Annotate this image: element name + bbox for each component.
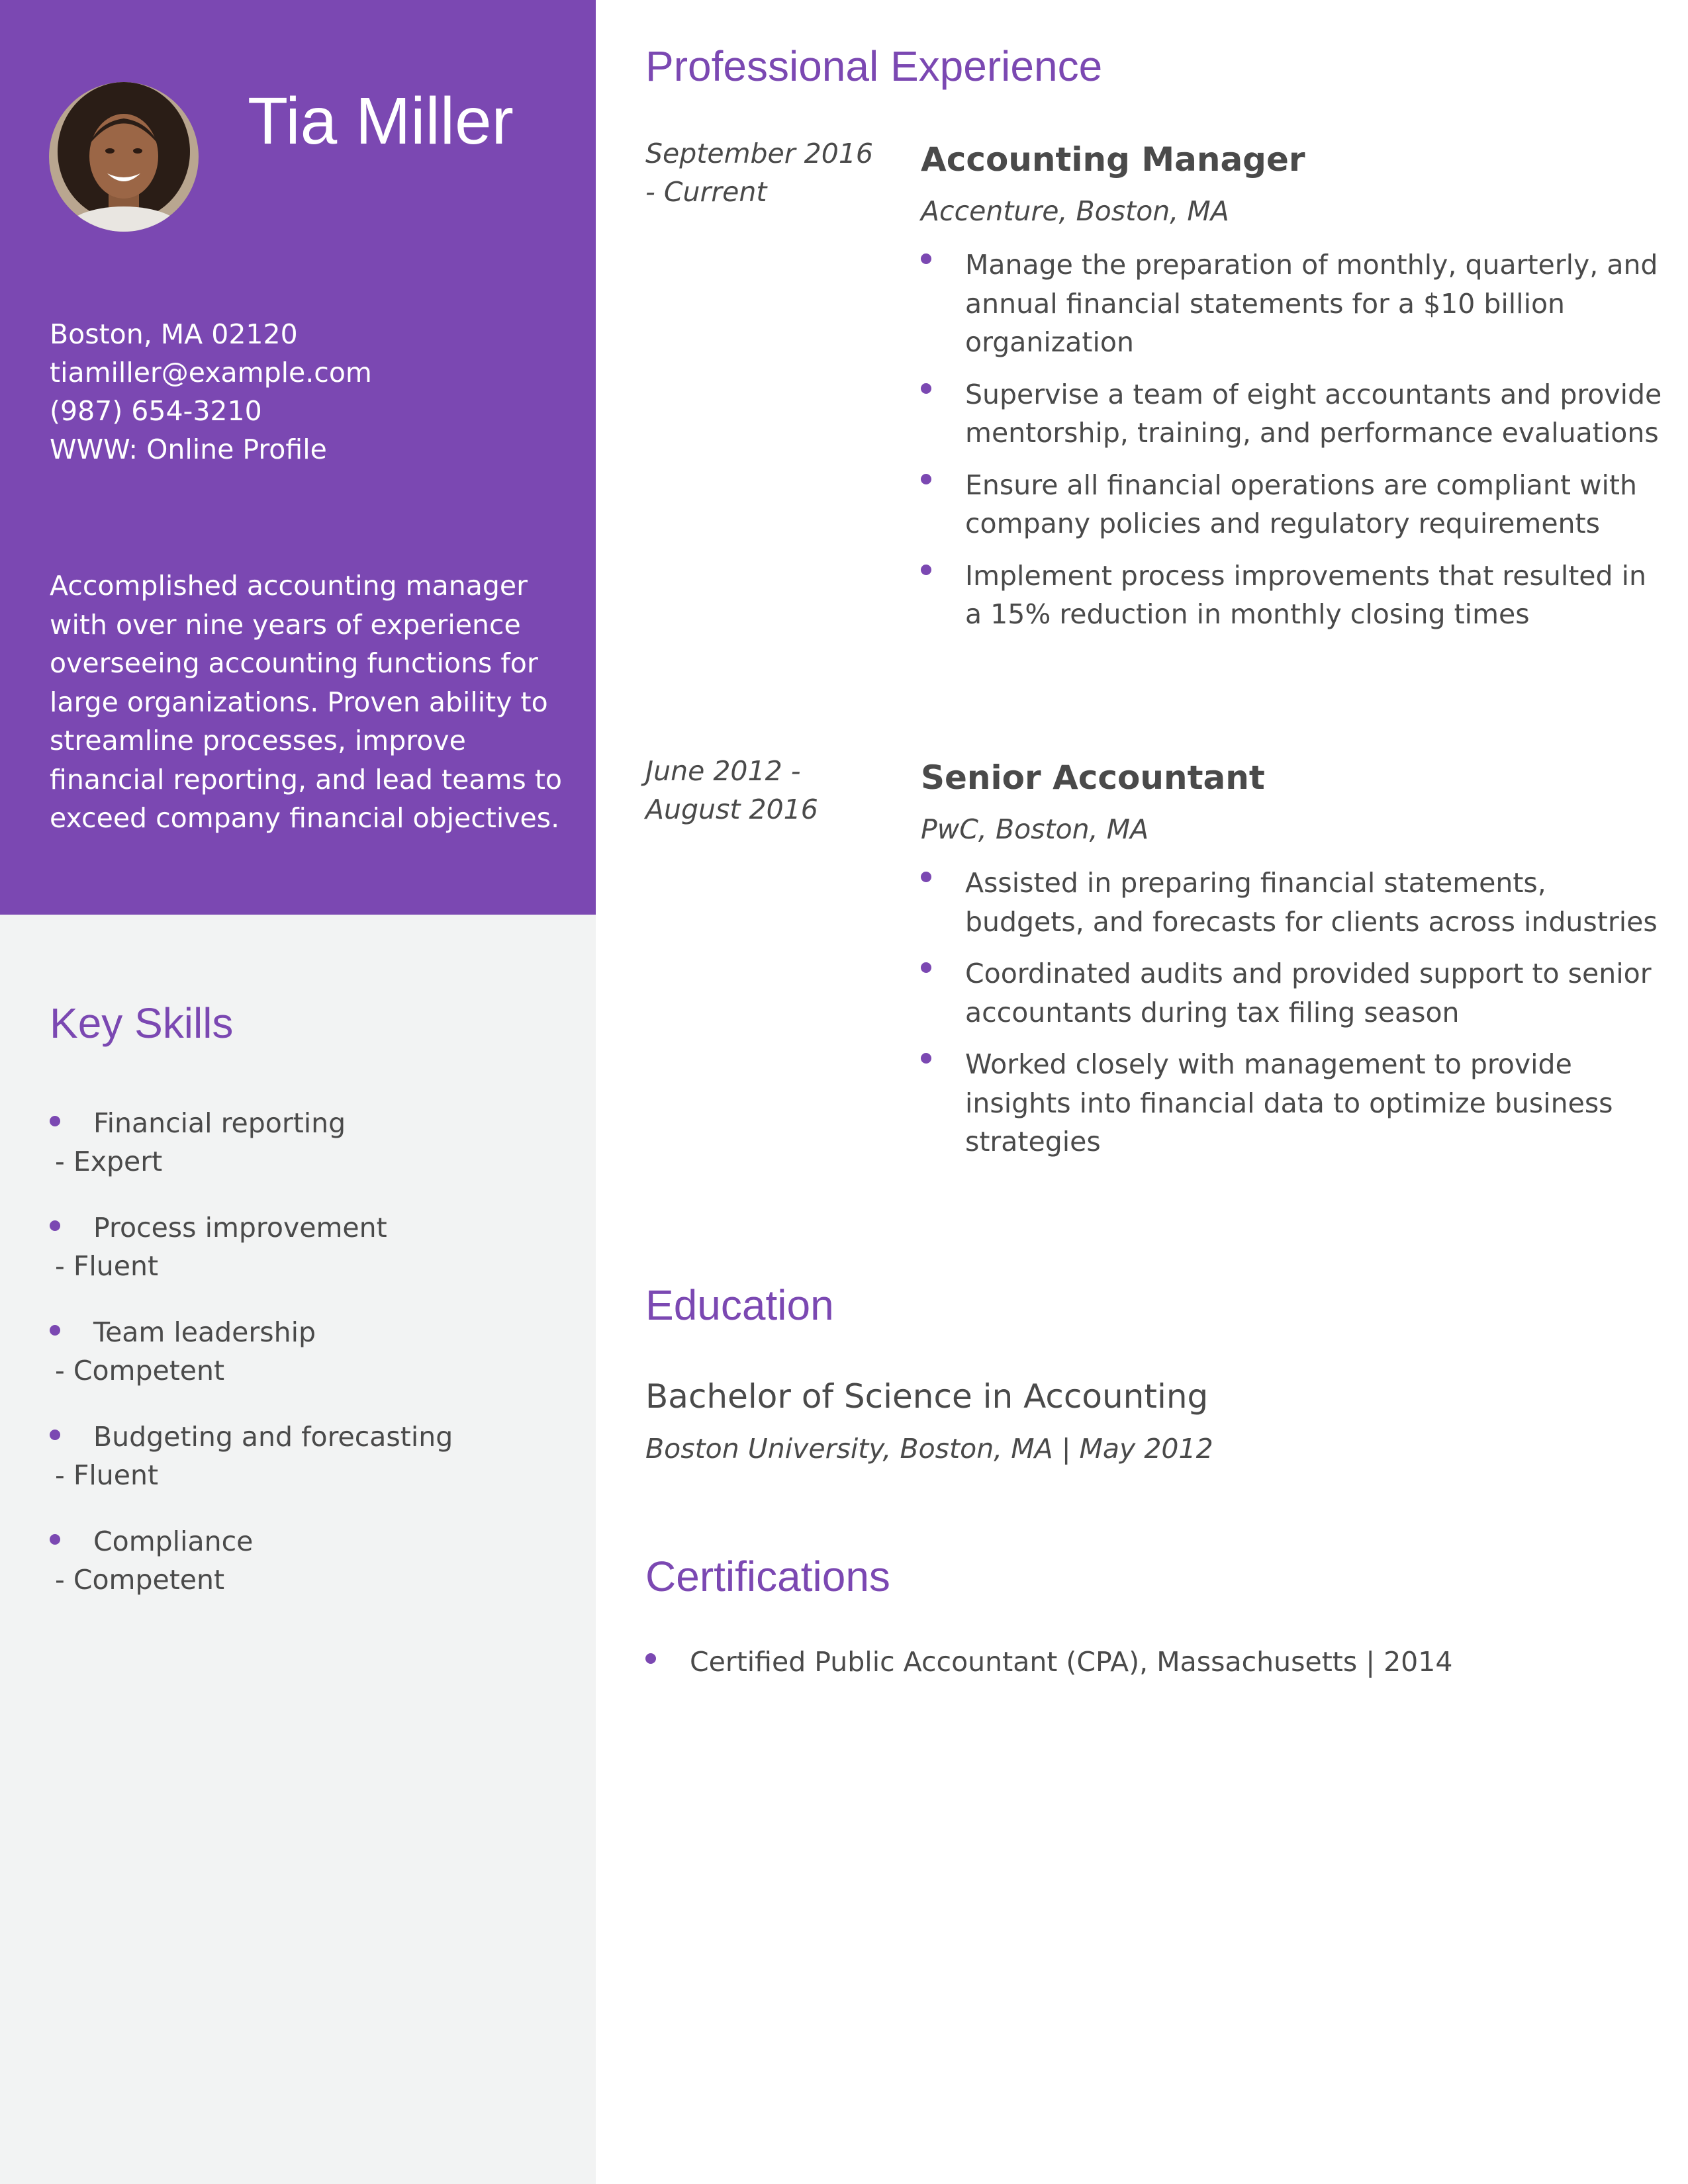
job-dates-end: - Current	[645, 176, 767, 208]
bullet-text: Supervise a team of eight accountants and provide mentorship, training, and performance evaluations	[965, 378, 1662, 449]
bullet-icon	[921, 383, 931, 394]
bullet-text: Implement process improvements that resulted in a 15% reduction in monthly closing times	[965, 559, 1646, 630]
job-dates-end: August 2016	[645, 794, 818, 825]
skill-item	[50, 1522, 579, 1627]
skill-level: - Competent	[55, 1564, 225, 1596]
avatar-photo	[49, 82, 199, 232]
bullet-item	[921, 375, 1662, 453]
job-title: Senior Accountant	[921, 758, 1265, 797]
job-dates	[645, 752, 897, 829]
job-company: PwC, Boston, MA	[921, 813, 1149, 845]
address: Boston, MA 02120	[50, 318, 298, 350]
email[interactable]: tiamiller@example.com	[50, 357, 372, 388]
job-title: Accounting Manager	[921, 140, 1305, 179]
bullet-icon	[921, 565, 931, 575]
bullet-text: Worked closely with management to provide insights into financial data to optimize business strategies	[965, 1048, 1613, 1158]
bullet-item	[921, 954, 1662, 1032]
education-heading: Education	[645, 1281, 834, 1329]
bullet-icon	[921, 962, 931, 973]
bullet-icon	[921, 253, 931, 264]
experience-heading: Professional Experience	[645, 42, 1103, 90]
skill-level: - Competent	[55, 1355, 225, 1387]
skill-name: Financial reporting	[93, 1107, 346, 1139]
skill-name: Team leadership	[93, 1316, 316, 1348]
certification-item	[645, 1643, 1638, 1681]
bullet-text: Coordinated audits and provided support to senior accountants during tax filing season	[965, 958, 1652, 1028]
skill-item	[50, 1418, 579, 1522]
bullet-text: Ensure all financial operations are compliant with company policies and regulatory requirements	[965, 469, 1637, 539]
job-bullets	[921, 246, 1662, 647]
bullet-icon	[921, 872, 931, 882]
bullet-icon	[645, 1653, 656, 1664]
job-dates	[645, 134, 897, 211]
job-company: Accenture, Boston, MA	[921, 195, 1229, 227]
skill-level: - Fluent	[55, 1459, 159, 1491]
bullet-icon	[50, 1116, 60, 1126]
skill-item	[50, 1313, 579, 1418]
bullet-item	[921, 246, 1662, 362]
skill-item	[50, 1104, 579, 1208]
sidebar-header	[0, 0, 596, 915]
website-link[interactable]: WWW: Online Profile	[50, 433, 327, 465]
skill-name: Process improvement	[93, 1212, 387, 1244]
certifications-heading: Certifications	[645, 1553, 890, 1600]
bullet-icon	[921, 1053, 931, 1064]
bullet-icon	[50, 1220, 60, 1231]
skill-name: Budgeting and forecasting	[93, 1421, 453, 1453]
candidate-name: Tia Miller	[248, 84, 514, 158]
bullet-icon	[50, 1430, 60, 1440]
phone: (987) 654-3210	[50, 395, 262, 427]
skills-heading: Key Skills	[50, 999, 234, 1047]
bullet-icon	[50, 1534, 60, 1545]
bullet-icon	[921, 474, 931, 484]
skills-list	[50, 1104, 579, 1627]
skill-name: Compliance	[93, 1525, 254, 1557]
sidebar	[0, 0, 596, 2184]
bullet-item	[921, 557, 1662, 634]
bullet-text: Manage the preparation of monthly, quarterly, and annual financial statements for a $10 billion organization	[965, 249, 1658, 358]
skill-level: - Fluent	[55, 1250, 159, 1282]
skill-item	[50, 1208, 579, 1313]
avatar	[49, 82, 199, 232]
job-dates-start: June 2012 -	[645, 755, 801, 787]
degree: Bachelor of Science in Accounting	[645, 1377, 1209, 1416]
bullet-item	[921, 466, 1662, 543]
job-dates-start: September 2016	[645, 138, 873, 169]
bullet-item	[921, 864, 1662, 941]
certification-text: Certified Public Accountant (CPA), Massachusetts | 2014	[690, 1646, 1453, 1678]
skill-level: - Expert	[55, 1146, 163, 1177]
school: Boston University, Boston, MA | May 2012	[645, 1433, 1213, 1465]
contact-info	[50, 315, 579, 469]
bullet-item	[921, 1045, 1662, 1161]
job-bullets	[921, 864, 1662, 1175]
bullet-text: Assisted in preparing financial statements, budgets, and forecasts for clients across industries	[965, 867, 1658, 938]
bullet-icon	[50, 1325, 60, 1336]
summary: Accomplished accounting manager with over nine years of experience overseeing accounting functions for large organizations. Proven ability to streamline processes, improve financial reporting, and lead teams to exceed company financial objectives.	[50, 570, 562, 834]
